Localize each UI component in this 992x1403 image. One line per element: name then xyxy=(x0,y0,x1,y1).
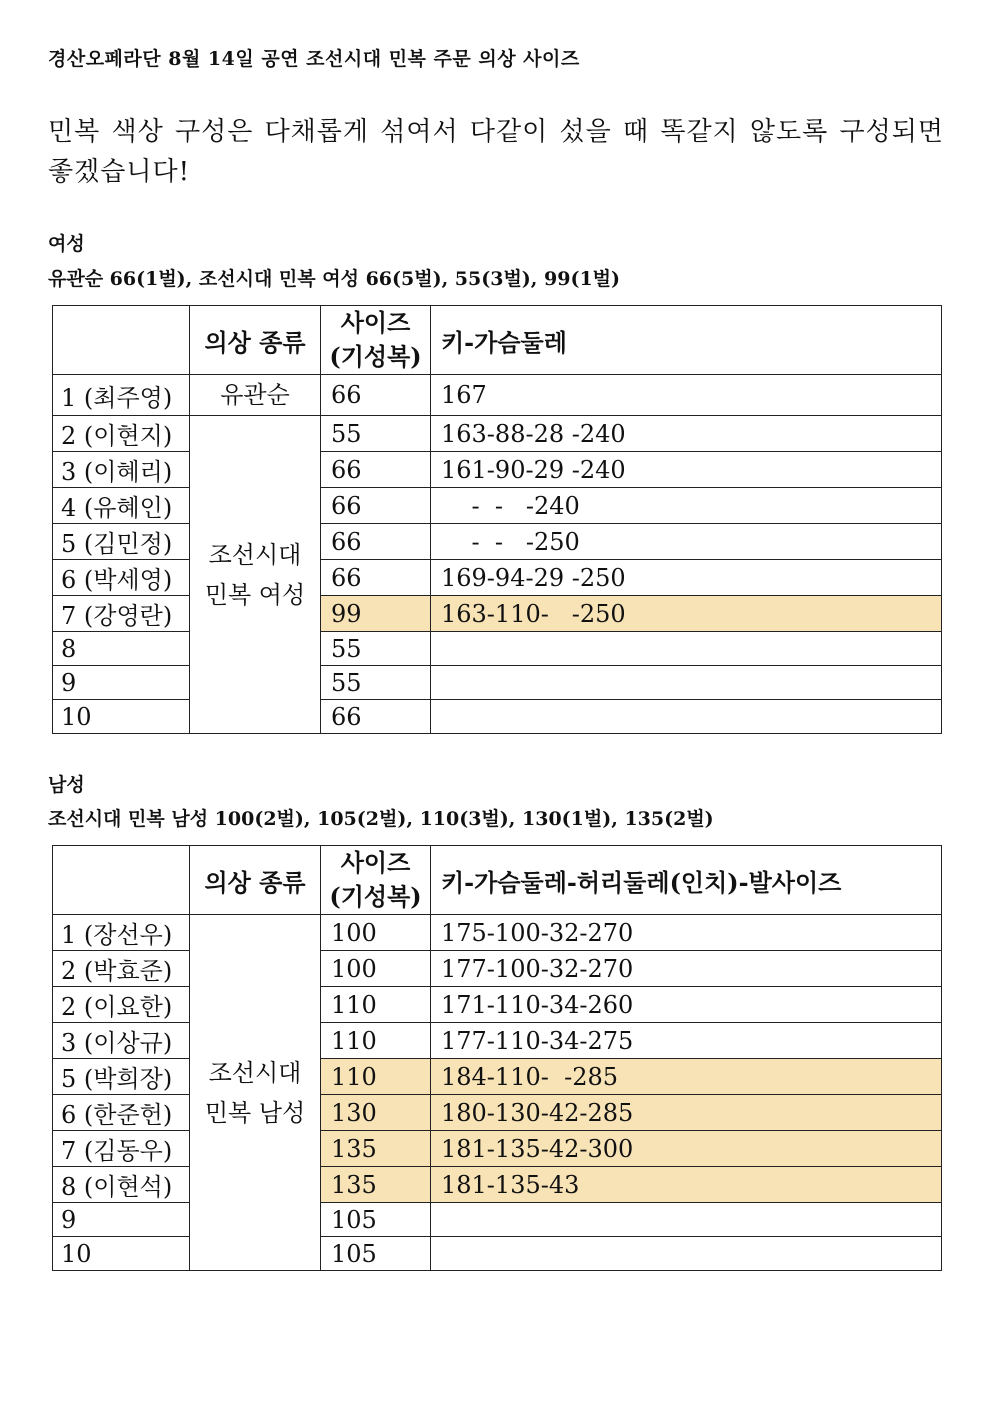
row-measure-highlighted: 181-135-43 xyxy=(431,1167,942,1203)
row-name: 9 xyxy=(53,666,190,700)
male-summary: 조선시대 민복 남성 100(2벌), 105(2벌), 110(3벌), 130(1벌), 135(2벌) xyxy=(48,808,714,830)
female-size-table xyxy=(52,305,942,734)
row-size: 55 xyxy=(321,416,431,452)
row-measure xyxy=(431,1203,942,1237)
header-costume-type: 의상 종류 xyxy=(190,846,321,915)
costume-type-group-cell xyxy=(190,416,321,734)
row-name: 3 (이상규) xyxy=(53,1023,190,1059)
row-size: 55 xyxy=(321,632,431,666)
table-row xyxy=(53,1131,942,1167)
row-measure: 177-100-32-270 xyxy=(431,951,942,987)
row-measure-highlighted: 163-110- -250 xyxy=(431,596,942,632)
row-size: 66 xyxy=(321,700,431,734)
header-measure: 키-가슴둘레 xyxy=(431,306,942,375)
male-size-table xyxy=(52,845,942,1271)
header-name xyxy=(53,846,190,915)
header-name xyxy=(53,306,190,375)
row-size: 66 xyxy=(321,488,431,524)
row-measure-highlighted: 184-110- -285 xyxy=(431,1059,942,1095)
row-size: 100 xyxy=(321,915,431,951)
table-row xyxy=(53,560,942,596)
table-row xyxy=(53,1095,942,1131)
row-name: 7 (강영란) xyxy=(53,596,190,632)
row-size: 55 xyxy=(321,666,431,700)
row-measure: 167 xyxy=(431,375,942,416)
row-size: 66 xyxy=(321,375,431,416)
row-name: 7 (김동우) xyxy=(53,1131,190,1167)
row-measure: 177-110-34-275 xyxy=(431,1023,942,1059)
header-costume-type: 의상 종류 xyxy=(190,306,321,375)
type-group-line2: 민복 남성 xyxy=(204,1098,306,1127)
row-measure xyxy=(431,632,942,666)
table-row xyxy=(53,915,942,951)
table-row xyxy=(53,987,942,1023)
row-size: 66 xyxy=(321,452,431,488)
table-row xyxy=(53,1237,942,1271)
male-section-label: 남성 xyxy=(48,774,85,796)
row-measure: 163-88-28 -240 xyxy=(431,416,942,452)
row-name: 9 xyxy=(53,1203,190,1237)
row-name: 5 (박희장) xyxy=(53,1059,190,1095)
document-title: 경산오페라단 8월 14일 공연 조선시대 민복 주문 의상 사이즈 xyxy=(48,48,580,70)
table-row xyxy=(53,1023,942,1059)
header-size-line1: 사이즈 xyxy=(340,848,411,877)
female-section-label: 여성 xyxy=(48,233,85,255)
row-name: 2 (박효준) xyxy=(53,951,190,987)
table-row xyxy=(53,524,942,560)
row-size: 66 xyxy=(321,524,431,560)
row-name: 8 (이현석) xyxy=(53,1167,190,1203)
row-measure: - - -240 xyxy=(431,488,942,524)
color-note: 민복 색상 구성은 다채롭게 섞여서 다같이 섰을 때 똑같지 않도록 구성되면 좋겠습니다! xyxy=(48,117,944,187)
row-name: 2 (이요한) xyxy=(53,987,190,1023)
row-name: 5 (김민정) xyxy=(53,524,190,560)
header-size xyxy=(321,306,431,375)
header-measure: 키-가슴둘레-허리둘레(인치)-발사이즈 xyxy=(431,846,942,915)
header-size xyxy=(321,846,431,915)
row-size-highlighted: 135 xyxy=(321,1131,431,1167)
table-row xyxy=(53,666,942,700)
row-measure: 175-100-32-270 xyxy=(431,915,942,951)
table-row xyxy=(53,951,942,987)
row-size: 110 xyxy=(321,1023,431,1059)
table-row xyxy=(53,488,942,524)
table-row xyxy=(53,1167,942,1203)
row-size-highlighted: 135 xyxy=(321,1167,431,1203)
row-measure: 171-110-34-260 xyxy=(431,987,942,1023)
header-size-line1: 사이즈 xyxy=(340,308,411,337)
row-name: 3 (이혜리) xyxy=(53,452,190,488)
row-measure xyxy=(431,666,942,700)
table-row xyxy=(53,416,942,452)
row-name: 8 xyxy=(53,632,190,666)
table-row xyxy=(53,596,942,632)
row-measure xyxy=(431,700,942,734)
row-name: 6 (박세영) xyxy=(53,560,190,596)
row-measure: - - -250 xyxy=(431,524,942,560)
table-row xyxy=(53,632,942,666)
female-summary: 유관순 66(1벌), 조선시대 민복 여성 66(5벌), 55(3벌), 99(1벌) xyxy=(48,268,621,290)
row-name: 6 (한준헌) xyxy=(53,1095,190,1131)
row-size: 110 xyxy=(321,987,431,1023)
row-size-highlighted: 130 xyxy=(321,1095,431,1131)
header-size-line2: (기성복) xyxy=(329,882,422,911)
row-size-highlighted: 110 xyxy=(321,1059,431,1095)
row-measure: 169-94-29 -250 xyxy=(431,560,942,596)
row-measure-highlighted: 181-135-42-300 xyxy=(431,1131,942,1167)
row-size: 66 xyxy=(321,560,431,596)
row-size-highlighted: 99 xyxy=(321,596,431,632)
table-header-row xyxy=(53,846,942,915)
row-name: 1 (장선우) xyxy=(53,915,190,951)
header-size-line2: (기성복) xyxy=(329,342,422,371)
table-header-row xyxy=(53,306,942,375)
row-measure: 161-90-29 -240 xyxy=(431,452,942,488)
type-group-line2: 민복 여성 xyxy=(204,580,306,609)
row-name: 10 xyxy=(53,700,190,734)
costume-type-cell: 유관순 xyxy=(190,375,321,416)
table-row xyxy=(53,700,942,734)
row-size: 105 xyxy=(321,1203,431,1237)
row-name: 10 xyxy=(53,1237,190,1271)
type-group-line1: 조선시대 xyxy=(208,540,302,569)
table-row xyxy=(53,1059,942,1095)
costume-type-group-cell xyxy=(190,915,321,1271)
row-name: 1 (최주영) xyxy=(53,375,190,416)
row-size: 105 xyxy=(321,1237,431,1271)
table-row xyxy=(53,1203,942,1237)
type-group-line1: 조선시대 xyxy=(208,1058,302,1087)
table-row xyxy=(53,452,942,488)
row-measure-highlighted: 180-130-42-285 xyxy=(431,1095,942,1131)
row-size: 100 xyxy=(321,951,431,987)
row-measure xyxy=(431,1237,942,1271)
table-row xyxy=(53,375,942,416)
row-name: 2 (이현지) xyxy=(53,416,190,452)
row-name: 4 (유혜인) xyxy=(53,488,190,524)
